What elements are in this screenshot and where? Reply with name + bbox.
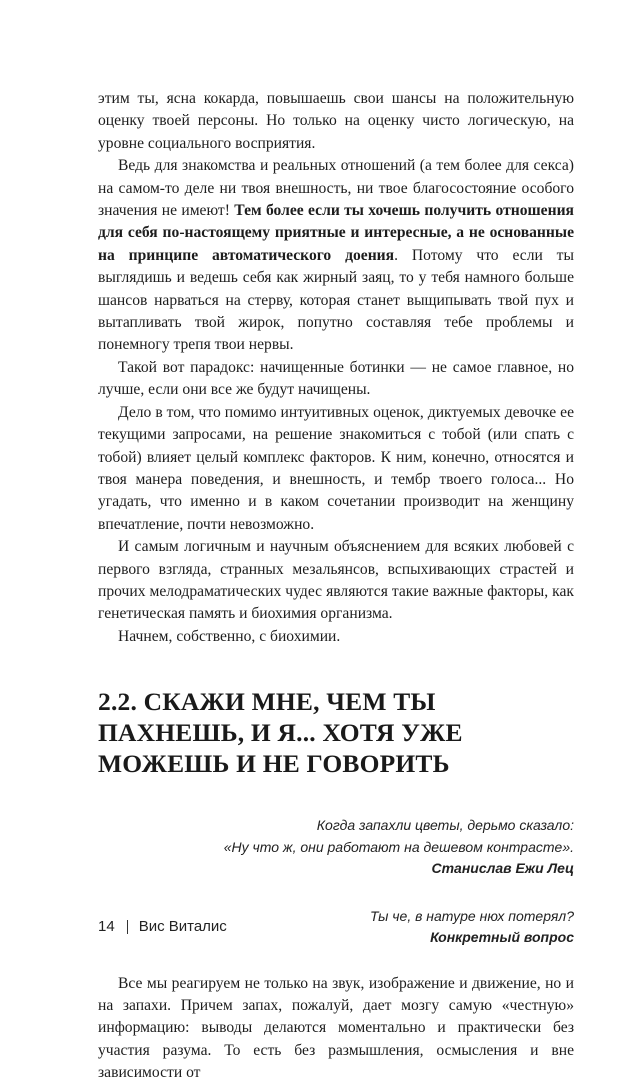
epigraph-1-line-2: «Ну что ж, они работают на дешевом контрасте». bbox=[223, 838, 574, 855]
epigraph-1-line-1: Когда запахли цветы, дерьмо сказало: bbox=[316, 817, 574, 834]
paragraph-6: Начнем, собственно, с биохимии. bbox=[118, 627, 341, 645]
paragraph-5: И самым логичным и научным объяснением для всяких любовей с первого взгляда, странных мезальянсов, вспыхивающих страстей и прочих мелодраматических чудес являются такие важные факторы, как генетическая память и биохимия организма. bbox=[98, 538, 574, 623]
epigraph-1-author: Станислав Ежи Лец bbox=[431, 860, 574, 877]
paragraph-2-part1: Ведь для знакомства и реальных отношений (а тем более для секса) на самом-то деле ни твоя внешность, ни твое благосостояние особого значения не имеют! bbox=[98, 157, 574, 220]
paragraph-3: Такой вот парадокс: начищенные ботинки — не самое главное, но лучше, если они все же будут начищены. bbox=[98, 358, 574, 399]
epigraph-1 bbox=[98, 815, 574, 880]
page-footer bbox=[98, 918, 227, 935]
paragraph-2 bbox=[98, 155, 574, 357]
footer-divider bbox=[127, 920, 128, 934]
paragraph-7: Все мы реагируем не только на звук, изображение и движение, но и на запахи. Причем запах, пожалуй, дает мозгу самую «честную» информацию: выводы делаются моментально и практически без участия разума. То есть без размышления, осмысления и вне зависимости от bbox=[98, 974, 574, 1082]
paragraph-4: Дело в том, что помимо интуитивных оценок, диктуемых девочке ее текущими запросами, на решение знакомиться с тобой (или спать с тобой) влияет целый комплекс факторов. К ним, конечно, относятся и твоя манера поведения, и внешность, и тембр твоего голоса... Но угадать, что именно и в каком сочетании производит на женщину впечатление, почти невозможно. bbox=[98, 403, 574, 533]
epigraph-2-author: Конкретный вопрос bbox=[430, 929, 574, 946]
paragraph-1: этим ты, ясна кокарда, повышаешь свои шансы на положительную оценку твоей персоны. Но только на оценку чисто логическую, на уровне социального восприятия. bbox=[98, 90, 574, 152]
paragraph-2-bold: Тем более если ты хочешь получить отношения для себя по-настоящему приятные и интересные, а не основанные на принципе автоматического доения bbox=[98, 202, 574, 264]
page-number: 14 bbox=[98, 918, 115, 935]
epigraph-2-line-1: Ты че, в натуре нюх потерял? bbox=[370, 907, 574, 924]
section-heading: 2.2. СКАЖИ МНЕ, ЧЕМ ТЫ ПАХНЕШЬ, И Я... ХОТЯ УЖЕ МОЖЕШЬ И НЕ ГОВОРИТЬ bbox=[98, 687, 463, 779]
page-content bbox=[98, 88, 574, 1085]
book-author: Вис Виталис bbox=[138, 918, 227, 935]
paragraph-2-part2: . Потому что если ты выглядишь и ведешь себя как жирный заяц, то у тебя намного больше шансов нарваться на стерву, которая станет выщипывать твой пух и вытапливать твой жирок, попутно составляя тебе проблемы и понемногу трепя твои нервы. bbox=[98, 246, 574, 354]
